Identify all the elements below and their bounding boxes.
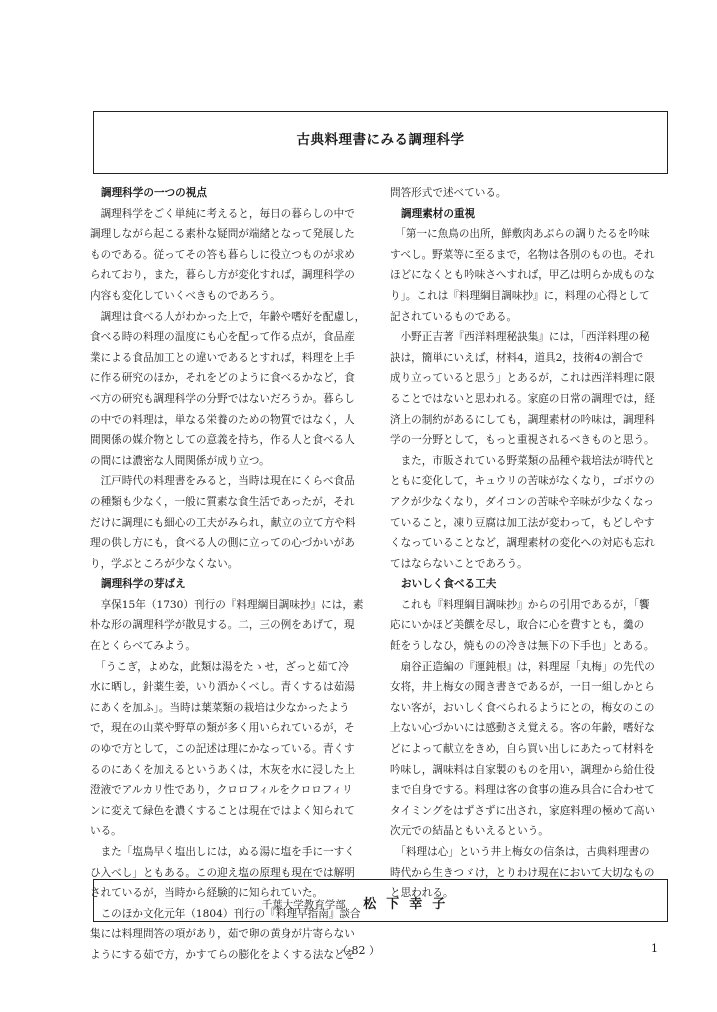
author-line xyxy=(0,893,717,912)
folio-number: 1 xyxy=(651,942,658,955)
text-line: ひ入べし」ともある。この迎え塩の原理も現在では解明 xyxy=(90,866,355,879)
text-line: 訣は，簡単にいえば，材料4，道具2，技術4の割合で xyxy=(390,351,644,364)
author-name: 松下幸子 xyxy=(363,897,456,912)
author-affiliation: 千葉大学教育学部 xyxy=(261,899,346,911)
text-line: と思われる。 xyxy=(390,887,454,900)
text-line: ない客が，おいしく食べられるようにとの，梅女のこの xyxy=(390,701,655,714)
text-line: に作る研究のほか，それをどのように食べるかなど，食 xyxy=(90,372,355,385)
text-line: 調理は食べる人がわかった上で，年齢や嗜好を配慮し， xyxy=(90,310,366,323)
text-line: 次元での結晶ともいえるという。 xyxy=(390,825,549,838)
text-line: 調理科学をごく単純に考えると，毎日の暮らしの中で xyxy=(90,207,355,220)
text-line: 学の一分野として，もっと重視されるべきものと思う。 xyxy=(390,434,655,447)
text-line: ほどになくとも吟味さへすれば，甲乙は明らか成ものな xyxy=(390,269,655,282)
page-number: （ 82 ） xyxy=(337,944,380,957)
text-line: 飪をうしなひ，焼ものの冷きは無下の下手也」とある。 xyxy=(390,640,655,653)
text-line: ともに変化して，キュウリの苦味がなくなり，ゴボウの xyxy=(390,475,655,488)
text-line: てはならないことであろう。 xyxy=(390,557,528,570)
text-line: の間には濃密な人間関係が成り立つ。 xyxy=(90,454,270,467)
text-line: 澄液でアルカリ性であり，クロロフィルをクロロフィリ xyxy=(90,784,353,797)
text-line: 水に晒し，針薬生姜，いり酒かくべし。青くするは茹湯 xyxy=(90,681,355,694)
text-line: の中での料理は，単なる栄養のための物質ではなく，人 xyxy=(90,413,355,426)
text-line: 応にいかほど美饌を尽し，取合に心を費すとも，羹の xyxy=(390,619,645,632)
text-line: いる。 xyxy=(90,825,122,838)
text-line: 理の供し方にも，食べる人の側に立っての心づかいがあ xyxy=(90,537,355,550)
text-line: ることではないと思われる。家庭の日常の調理では，経 xyxy=(390,392,655,405)
right-column xyxy=(390,183,668,904)
text-line: にあくを加ふ」。当時は葉菜類の栽培は少なかったよう xyxy=(90,701,350,714)
text-line: で，現在の山菜や野草の類が多く用いられているが，そ xyxy=(90,722,355,735)
text-line: 小野正吉著『西洋料理秘訣集』には，「西洋料理の秘 xyxy=(390,331,650,344)
title-box-top-rule xyxy=(93,111,668,112)
text-line: 時代から生きつゞけ，とりわけ現在において大切なもの xyxy=(390,866,655,879)
text-line: 内容も変化していくべきものであろう。 xyxy=(90,289,281,302)
text-line: 集には料理問答の項があり，茹で卵の黄身が片寄らない xyxy=(90,928,355,941)
text-line: られており，また，暮らし方が変化すれば，調理科学の xyxy=(90,269,355,282)
text-line: 在とくらべてみよう。 xyxy=(90,640,196,653)
text-line: 江戸時代の料理書をみると，当時は現在にくらべ食品 xyxy=(90,475,355,488)
text-line: くなっていることなど，調理素材の変化への対応も忘れ xyxy=(390,537,655,550)
text-line: 上ない心づかいには感動さえ覚える。客の年齢，嗜好な xyxy=(390,722,655,735)
text-line: ていること，凍り豆腐は加工法が変わって，もどしやす xyxy=(390,516,655,529)
left-column xyxy=(90,183,368,966)
text-line: 享保15年（1730）刊行の『料理綱目調味抄』には，素 xyxy=(90,598,364,611)
text-line: まで自身でする。料理は客の食事の進み具合に合わせて xyxy=(390,784,655,797)
text-line: されているが，当時から経験的に知られていた。 xyxy=(90,887,324,900)
text-line: だけに調理にも細心の工夫がみられ，献立の立て方や料 xyxy=(90,516,356,529)
text-line: り，学ぶところが少なくない。 xyxy=(90,557,239,570)
text-line: また「塩鳥早く塩出しには，ぬる湯に塩を手に一すく xyxy=(90,846,355,858)
text-line: 業による食品加工との違いであるとすれば，料理を上手 xyxy=(90,351,355,364)
title-box-bottom-rule xyxy=(93,173,668,174)
text-line: ものである。従ってその答も暮らしに役立つものが求め xyxy=(90,248,355,261)
author-box-top-rule xyxy=(93,879,668,880)
text-line: 「料理は心」という井上梅女の信条は，古典料理書の xyxy=(390,846,650,858)
text-line: ようにする茹で方，かすてらの膨化をよくする法などを xyxy=(90,948,356,961)
text-line: このほか文化元年（1804）刊行の『料理早指南』談合 xyxy=(90,907,361,920)
text-line: の種類も少なく，一般に質素な食生活であったが，それ xyxy=(90,495,355,508)
text-line: また，市販されている野菜類の品種や栽培法が時代と xyxy=(390,454,655,467)
text-line: すべし。野菜等に至るまで，名物は各別のもの也。それ xyxy=(390,248,655,261)
section-heading: 調理科学の一つの視点 xyxy=(101,187,207,199)
text-line: アクが少なくなり，ダイコンの苦味や辛味が少なくなっ xyxy=(390,495,654,508)
text-line: 成り立っていると思う」とあるが，これは西洋料理に限 xyxy=(390,372,655,385)
text-line: どによって献立をきめ，自ら買い出しにあたって材料を xyxy=(390,743,655,756)
title-box-right-rule xyxy=(667,111,668,173)
text-line: 吟味し，調味料は自家製のものを用い，調理から給仕役 xyxy=(390,763,655,776)
text-line: 女将，井上梅女の聞き書きであるが，一日一組しかとら xyxy=(390,681,655,694)
text-line: 調理しながら起こる素朴な疑問が端緒となって発展した xyxy=(90,228,355,241)
text-line: 記されているものである。 xyxy=(390,310,518,323)
text-line: 「第一に魚鳥の出所，鮮敷肉あぶらの調りたるを吟味 xyxy=(390,228,650,241)
text-line: タイミングをはずさずに出され，家庭料理の極めて高い xyxy=(390,804,656,817)
text-line: 「うこぎ，よめな，此類は湯をたゝせ，ざっと茹て冷 xyxy=(90,660,349,673)
text-line: り」。これは『料理綱目調味抄』に，料理の心得として xyxy=(390,289,650,302)
text-line: 扇谷正造編の『運鈍根』は，料理屋「丸梅」の先代の xyxy=(390,660,655,673)
text-line: 朴な形の調理科学が散見する。二，三の例をあげて，現 xyxy=(90,619,355,632)
text-line: ンに変えて緑色を濃くすることは現在ではよく知られて xyxy=(90,804,355,817)
article-title: 古典料理書にみる調理科学 xyxy=(296,132,465,148)
section-heading: 調理素材の重視 xyxy=(401,207,476,220)
text-line: これも『料理綱目調味抄』からの引用であるが，「饗 xyxy=(390,598,650,611)
text-line: のゆで方として，この記述は理にかなっている。青くす xyxy=(90,743,355,756)
text-line: べ方の研究も調理科学の分野ではないだろうか。暮らし xyxy=(90,392,355,405)
author-box-bottom-rule xyxy=(93,921,668,922)
text-line: 食べる時の料理の温度にも心を配って作る点が，食品産 xyxy=(90,331,355,344)
section-heading: おいしく食べる工夫 xyxy=(401,578,497,591)
text-line: 問答形式で述べている。 xyxy=(390,187,507,199)
section-heading: 調理科学の芽ばえ xyxy=(101,578,186,591)
text-line: るのにあくを加えるというあくは，木灰を水に浸した上 xyxy=(90,763,355,776)
text-line: 済上の制約があるにしても，調理素材の吟味は，調理科 xyxy=(390,413,655,426)
text-line: 間関係の媒介物としての意義を持ち，作る人と食べる人 xyxy=(90,434,355,447)
